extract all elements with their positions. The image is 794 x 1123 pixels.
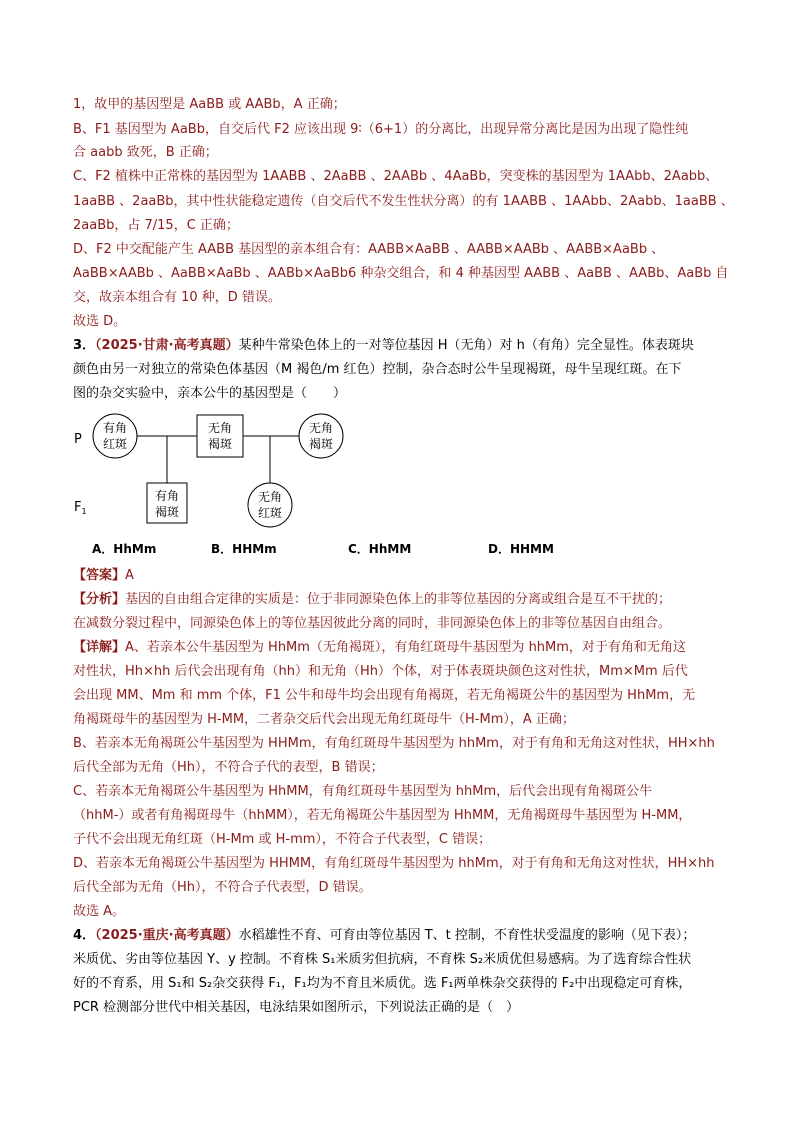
detail-text-7: C、若亲本无角褐斑公牛基因型为 HhMM，有角红斑母牛基因型为 hhMm，后代会出现有角褐斑公牛 <box>73 784 653 799</box>
prev-line-7: D、F2 中交配能产生 AABB 基因型的亲本组合有：AABB×AaBB 、AABB×AABb 、AABB×AaBb 、 <box>73 242 665 257</box>
p-female-right-l1: 无角 <box>308 421 334 435</box>
option-d: D．HHMM <box>488 542 554 556</box>
prev-line-9: 交，故亲本组合有 10 种，D 错误。 <box>73 290 281 305</box>
detail-text-10: D、若亲本无角褐斑公牛基因型为 HHMM，有角红斑母牛基因型为 hhMm，对于有角和无角这对性状，HH×hh <box>73 856 715 871</box>
detail-text-6: 后代全部为无角（Hh），不符合子代的表型，B 错误； <box>73 760 384 775</box>
f1-female-l1: 无角 <box>257 490 283 504</box>
q4-line-1 <box>73 926 695 946</box>
detail-text-3: 会出现 MM、Mm 和 mm 个体，F1 公牛和母牛均会出现有角褐斑，若无角褐斑公牛的基因型为 HhMm，无 <box>73 688 696 703</box>
option-a: A．HhMm <box>92 542 157 556</box>
option-b: B．HHMm <box>211 542 277 556</box>
f1-male-l1: 有角 <box>154 489 180 503</box>
analysis-text-1: 基因的自由组合定律的实质是：位于非同源染色体上的非等位基因的分离或组合是互不干扰的； <box>125 592 672 607</box>
prev-line-8: AaBB×AABb 、AaBB×AaBb 、AABb×AaBb6 种杂交组合，和 4 种基因型 AABB 、AaBB 、AABb、AaBb 自 <box>73 266 729 281</box>
prev-line-6: 2aaBb，占 7/15，C 正确； <box>73 218 239 233</box>
analysis-text-2: 在减数分裂过程中，同源染色体上的等位基因彼此分离的同时，非同源染色体上的非等位基因自由组合。 <box>73 616 672 631</box>
f1-male-l2: 褐斑 <box>154 505 180 519</box>
f1-generation-label: $F_1$ <box>74 500 87 516</box>
detail-label: 【详解】 <box>73 640 126 655</box>
q4-stem-1: 水稻雄性不育、可育由等位基因 T、t 控制，不育性状受温度的影响（见下表）； <box>238 928 696 943</box>
q4-stem-4: PCR 检测部分世代中相关基因，电泳结果如图所示，下列说法正确的是（ ） <box>73 1000 520 1015</box>
prev-line-3: 合 aabb 致死，B 正确； <box>73 145 218 160</box>
prev-line-10: 故选 D。 <box>73 314 127 329</box>
prev-line-4: C、F2 植株中正常株的基因型为 1AABB 、2AaBB 、2AABb 、4AaBb，突变株的基因型为 1AAbb、2Aabb、 <box>73 169 719 184</box>
q4-stem-3: 好的不育系，用 S₁和 S₂杂交获得 F₁，F₁均为不育且米质优。选 F₁两单株杂交获得的 F₂中出现稳定可育株， <box>73 976 692 991</box>
analysis-label: 【分析】 <box>73 592 126 607</box>
q3-number: 3． <box>73 338 96 353</box>
detail-text-4: 角褐斑母牛的基因型为 H-MM，二者杂交后代会出现无角红斑母牛（H-Mm），A 正确； <box>73 712 575 727</box>
q4-stem-2: 米质优、劣由等位基因 Y、y 控制。不育株 S₁米质劣但抗病，不育株 S₂米质优但易感病。为了选育综合性状 <box>73 952 692 967</box>
f1-female-l2: 红斑 <box>257 506 283 520</box>
q3-stem-3: 图的杂交实验中，亲本公牛的基因型是（ ） <box>73 386 347 401</box>
prev-line-5: 1aaBB 、2aaBb，其中性状能稳定遗传（自交后代不发生性状分离）的有 1AABB 、1AAbb、2Aabb、1aaBB 、 <box>73 194 734 209</box>
q3-source-tag: （2025·甘肃·高考真题） <box>95 338 239 353</box>
option-c: C．HhMM <box>348 542 412 556</box>
p-female-left-l2: 红斑 <box>102 437 128 451</box>
answer-value: A <box>125 568 134 583</box>
prev-line-2: B、F1 基因型为 AaBb，自交后代 F2 应该出现 9∶（6+1）的分离比，出现异常分离比是因为出现了隐性纯 <box>73 122 689 137</box>
prev-line-1: 1，故甲的基因型是 AaBB 或 AABb，A 正确； <box>73 97 346 112</box>
detail-text-8: （hhM-）或者有角褐斑母牛（hhMM），若无角褐斑公牛基因型为 HhMM，无角褐斑母牛基因型为 H-MM， <box>73 808 692 823</box>
answer-line <box>73 566 134 586</box>
q4-source-tag: （2025·重庆·高考真题） <box>95 928 239 943</box>
analysis-line-1 <box>73 590 671 610</box>
q3-line-1 <box>73 336 694 356</box>
q3-stem-1: 某种牛常染色体上的一对等位基因 H（无角）对 h（有角）完全显性。体表斑块 <box>238 338 694 353</box>
p-female-right-l2: 褐斑 <box>308 437 334 451</box>
p-female-left-l1: 有角 <box>102 421 128 435</box>
conclusion: 故选 A。 <box>73 904 126 919</box>
answer-label: 【答案】 <box>73 568 126 583</box>
detail-text-5: B、若亲本无角褐斑公牛基因型为 HHMm，有角红斑母牛基因型为 hhMm，对于有角和无角这对性状，HH×hh <box>73 736 715 751</box>
q3-stem-2: 颜色由另一对独立的常染色体基因（M 褐色/m 红色）控制，杂合态时公牛呈现褐斑，母牛呈现红斑。在下 <box>73 362 682 377</box>
detail-line-1 <box>73 638 686 658</box>
p-male-l1: 无角 <box>207 421 233 435</box>
detail-text-2: 对性状，Hh×hh 后代会出现有角（hh）和无角（Hh）个体，对于体表斑块颜色这对性状，Mm×Mm 后代 <box>73 664 688 679</box>
p-male-l2: 褐斑 <box>207 437 233 451</box>
pedigree-diagram <box>70 405 450 535</box>
detail-text-1: A、若亲本公牛基因型为 HhMm（无角褐斑），有角红斑母牛基因型为 hhMm，对于有角和无角这 <box>125 640 686 655</box>
p-generation-label: P <box>74 432 82 447</box>
q4-number: 4． <box>73 928 96 943</box>
detail-text-11: 后代全部为无角（Hh），不符合子代表型，D 错误。 <box>73 880 372 895</box>
detail-text-9: 子代不会出现无角红斑（H-Mm 或 H-mm），不符合子代表型，C 错误； <box>73 832 492 847</box>
